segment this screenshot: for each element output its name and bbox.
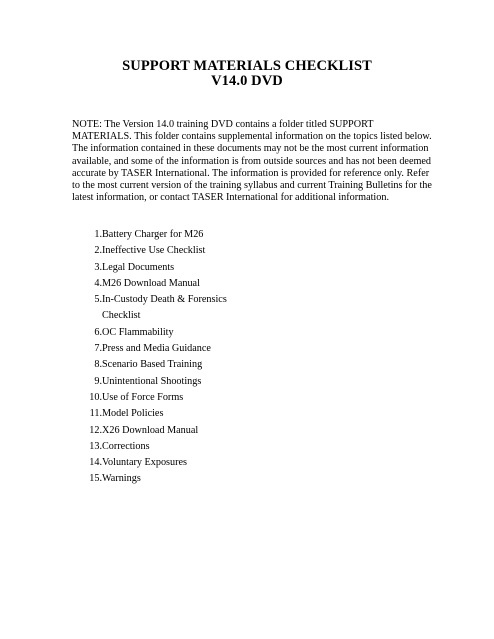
note-line: NOTE: The Version 14.0 training DVD contains a folder titled SUPPORT — [72, 119, 374, 130]
list-item-text: Scenario Based Training — [102, 359, 203, 371]
list-item-text: Voluntary Exposures — [102, 457, 187, 469]
list-item — [84, 325, 174, 341]
list-item — [84, 374, 202, 390]
note-line: to the most current version of the training syllabus and current Training Bulletins for the — [72, 180, 432, 192]
list-item — [84, 455, 187, 471]
list-item — [84, 243, 206, 259]
list-item-text: Battery Charger for M26 — [102, 229, 204, 240]
list-item — [84, 292, 227, 325]
list-item — [84, 341, 211, 357]
support-materials-list — [84, 227, 227, 488]
note-paragraph — [72, 119, 432, 204]
note-line: latest information, or contact TASER International for additional information. — [72, 192, 389, 204]
list-item-number: 15. — [89, 473, 102, 485]
list-item-number: 9. — [94, 375, 102, 387]
page-subtitle: V14.0 DVD — [211, 73, 283, 89]
note-line: accurate by TASER International. The information is provided for reference only. Refer — [72, 167, 430, 179]
list-item-text: Corrections — [102, 440, 150, 452]
list-item — [84, 406, 164, 422]
list-item-text: Use of Force Forms — [102, 391, 184, 403]
note-line: available, and some of the information is from outside sources and has not been deemed — [72, 155, 432, 167]
list-item — [84, 439, 150, 455]
list-item-number: 2. — [94, 245, 102, 257]
list-item-number: 1. — [94, 229, 102, 240]
list-item — [84, 471, 141, 487]
list-item-text: Warnings — [102, 473, 141, 485]
list-item-text: In-Custody Death & Forensics — [102, 294, 227, 306]
list-item-text: Unintentional Shootings — [102, 375, 202, 387]
list-item-number: 11. — [89, 408, 102, 420]
list-item — [84, 276, 200, 292]
list-item-number: 8. — [94, 359, 102, 371]
list-item — [84, 423, 199, 439]
list-item-text: Model Policies — [102, 408, 164, 420]
list-item-number: 5. — [94, 294, 102, 306]
list-item-number: 7. — [94, 343, 102, 355]
list-item — [84, 227, 204, 243]
list-item-text: Legal Documents — [102, 261, 175, 273]
list-item-text: Ineffective Use Checklist — [102, 245, 206, 257]
list-item-number: 14. — [89, 457, 102, 469]
list-item-text: X26 Download Manual — [102, 424, 199, 436]
list-item — [84, 390, 184, 406]
note-line: MATERIALS. This folder contains supplemental information on the topics listed below. — [72, 131, 432, 143]
list-item-number: 4. — [94, 277, 102, 289]
list-item-number: 10. — [89, 391, 102, 403]
page-title: SUPPORT MATERIALS CHECKLIST — [122, 58, 372, 74]
list-item — [84, 260, 175, 276]
list-item-number: 12. — [89, 424, 102, 436]
list-item-number: 3. — [94, 261, 102, 273]
list-item-number: 13. — [89, 440, 102, 452]
note-line: The information contained in these documents may not be the most current information — [72, 143, 429, 155]
list-item-text: OC Flammability — [102, 326, 174, 338]
list-item-text: Press and Media Guidance — [102, 343, 211, 355]
list-item-text-continuation: Checklist — [102, 310, 141, 322]
list-item-number: 6. — [94, 326, 102, 338]
list-item — [84, 357, 203, 373]
list-item-text: M26 Download Manual — [102, 277, 200, 289]
